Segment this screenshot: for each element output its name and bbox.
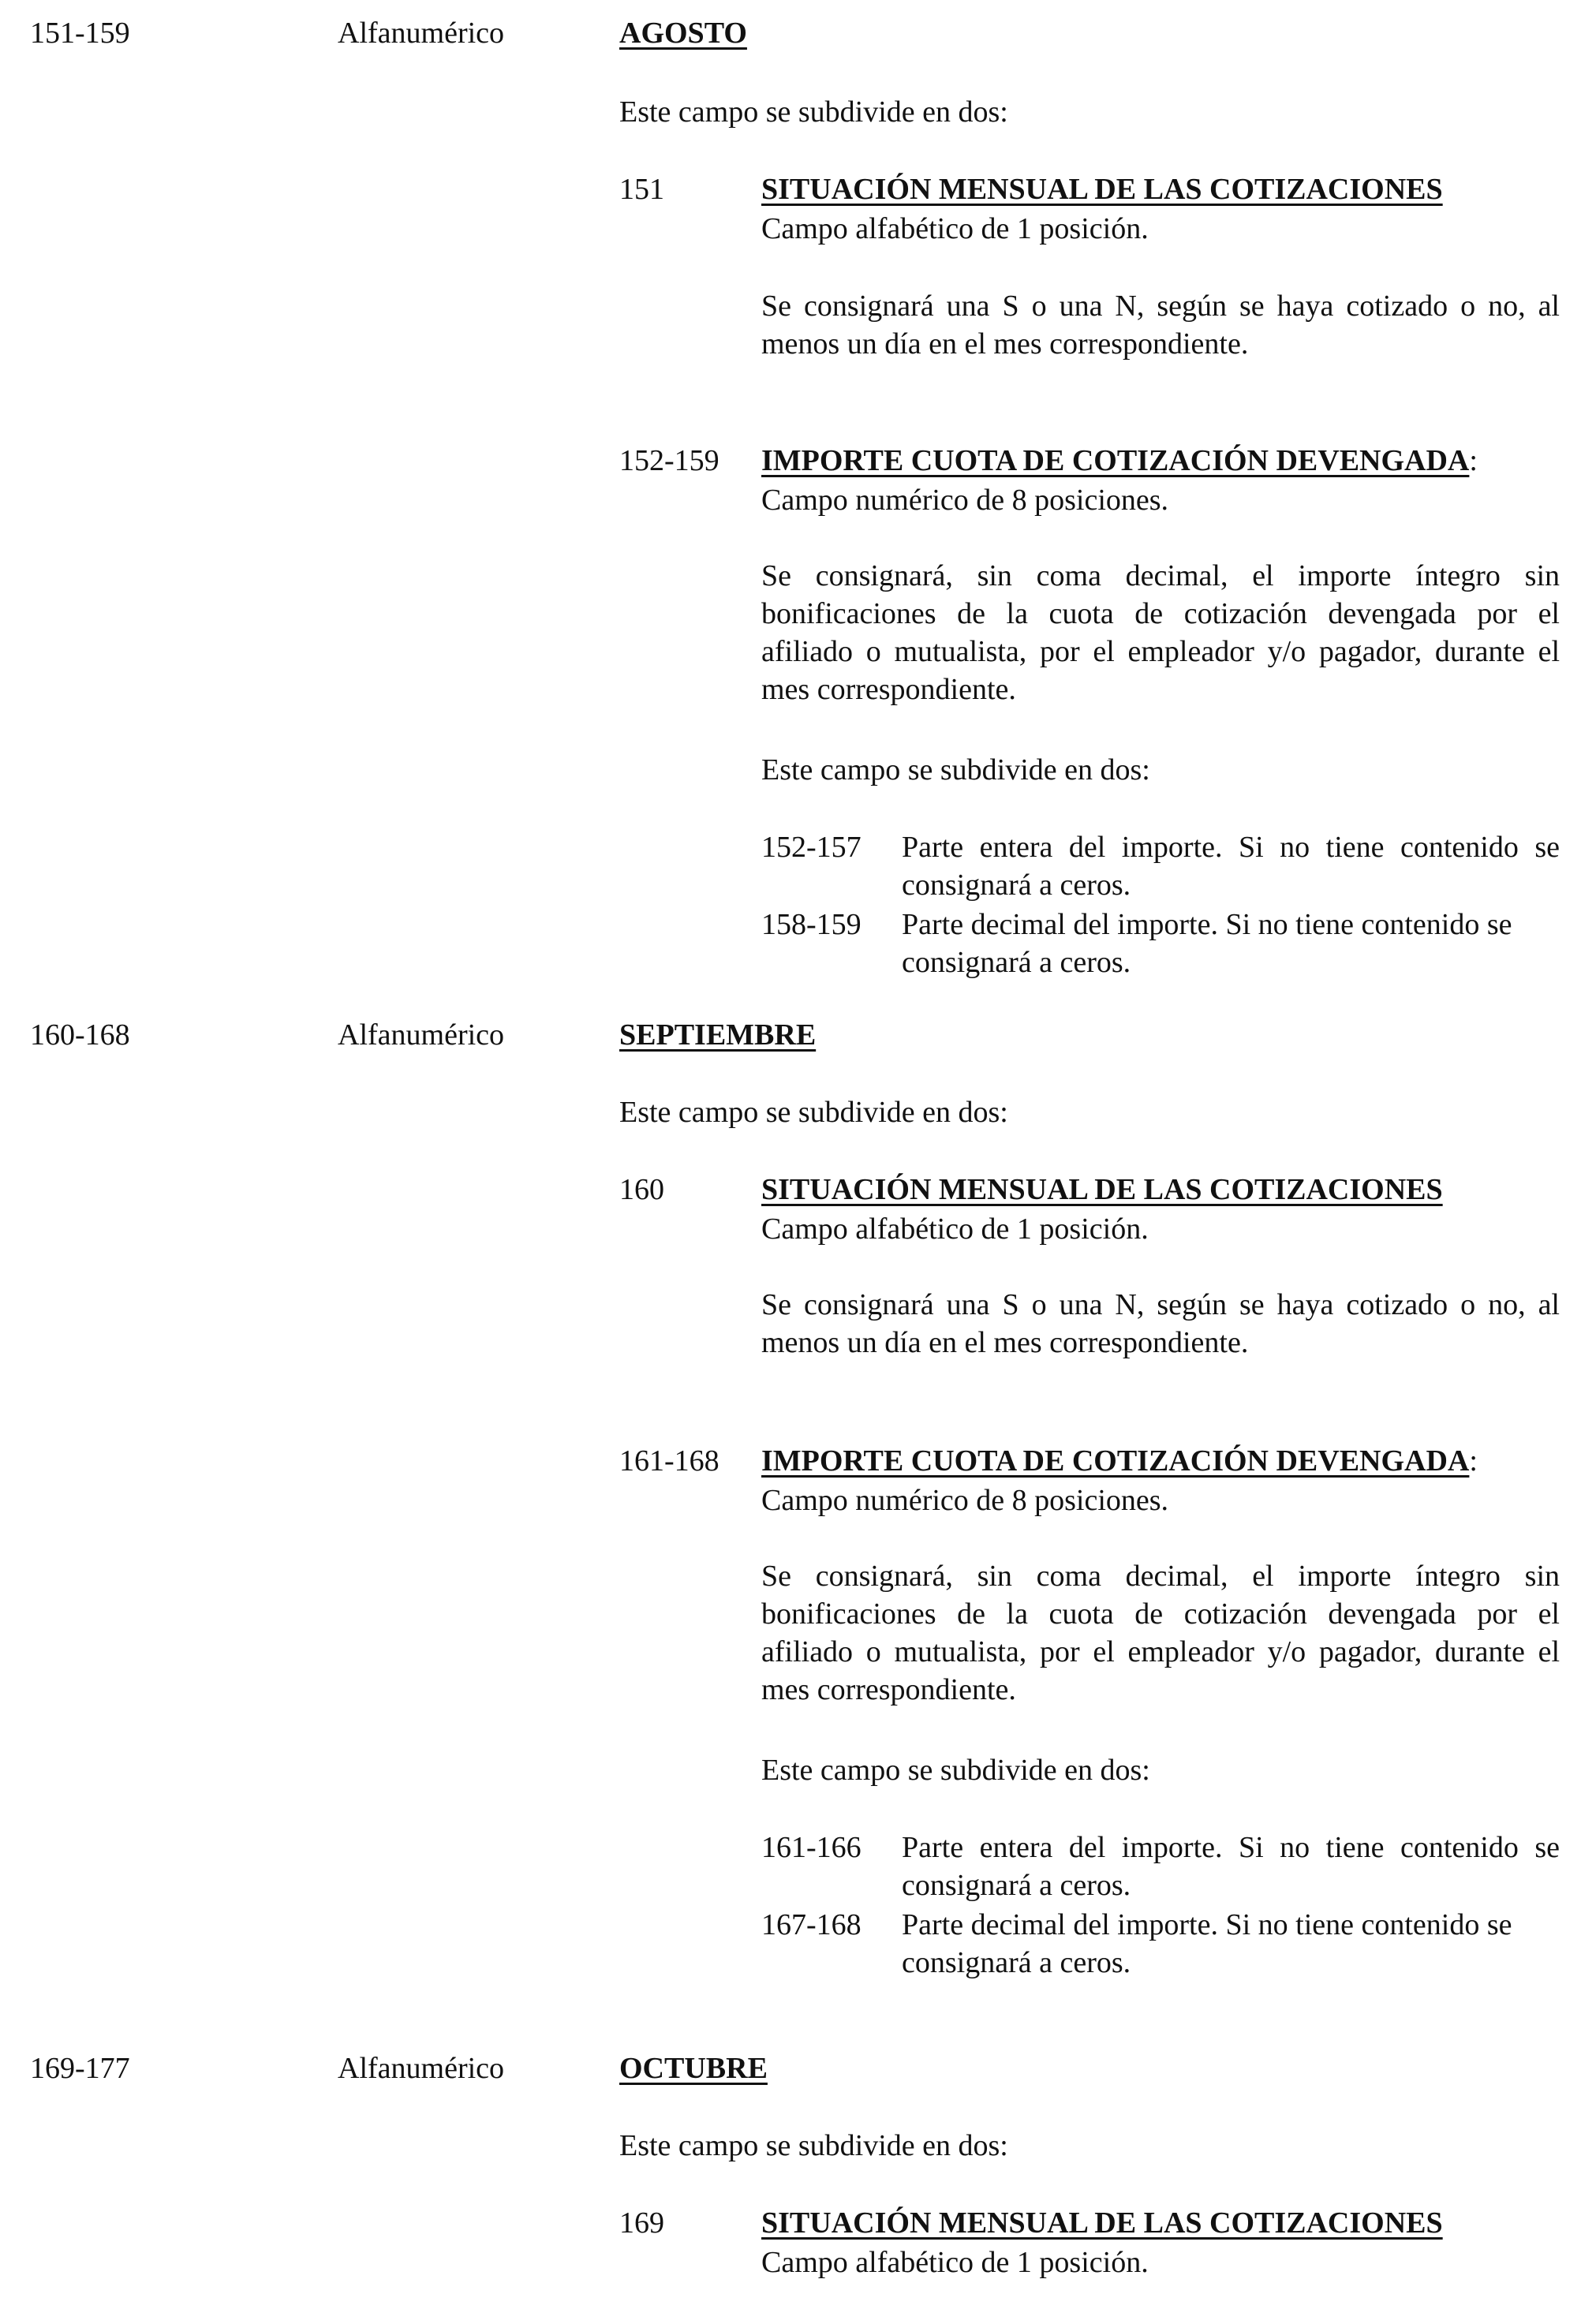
- part-position: 158-159: [761, 908, 862, 941]
- description-line: afiliado o mutualista, por el empleador y/o pagador, durante el: [761, 635, 1560, 668]
- part-line: Parte entera del importe. Si no tiene contenido se: [902, 831, 1560, 864]
- field-type: Alfanumérico: [338, 1018, 505, 1052]
- part-position: 167-168: [761, 1908, 862, 1941]
- field-format: Campo alfabético de 1 posición.: [761, 2246, 1149, 2279]
- part-line: Parte entera del importe. Si no tiene contenido se: [902, 1831, 1560, 1864]
- field-type: Alfanumérico: [338, 17, 505, 50]
- field-range: 169-177: [30, 2052, 130, 2085]
- importe-description: [761, 1557, 1560, 1709]
- situacion-title: SITUACIÓN MENSUAL DE LAS COTIZACIONES: [761, 2206, 1443, 2240]
- field-format: Campo numérico de 8 posiciones.: [761, 1484, 1169, 1517]
- situacion-description: [761, 1286, 1560, 1362]
- position-label: 161-168: [619, 1444, 720, 1478]
- description-line: Se consignará, sin coma decimal, el importe íntegro sin: [761, 1560, 1560, 1593]
- field-range: 151-159: [30, 17, 130, 50]
- part-line: consignará a ceros.: [902, 946, 1131, 979]
- subdivide-intro: Este campo se subdivide en dos:: [619, 1096, 1008, 1129]
- position-label: 152-159: [619, 444, 720, 477]
- position-label: 169: [619, 2206, 664, 2240]
- importe-title: IMPORTE CUOTA DE COTIZACIÓN DEVENGADA: [761, 444, 1470, 477]
- description-line: Se consignará, sin coma decimal, el importe íntegro sin: [761, 559, 1560, 592]
- importe-description: [761, 557, 1560, 708]
- subdivide-intro: Este campo se subdivide en dos:: [619, 95, 1008, 129]
- part-description: [902, 1829, 1560, 1904]
- part-line: Parte decimal del importe. Si no tiene contenido se: [902, 1908, 1512, 1941]
- situacion-title: SITUACIÓN MENSUAL DE LAS COTIZACIONES: [761, 1173, 1443, 1206]
- field-range: 160-168: [30, 1018, 130, 1052]
- position-label: 160: [619, 1173, 664, 1206]
- importe-heading: [761, 442, 1478, 480]
- description-line: bonificaciones de la cuota de cotización devengada por el: [761, 1597, 1560, 1631]
- subdivide-intro: Este campo se subdivide en dos:: [761, 753, 1150, 786]
- importe-heading: [761, 1442, 1478, 1480]
- situacion-description: [761, 287, 1560, 363]
- heading-colon: :: [1469, 444, 1478, 477]
- description-line: bonificaciones de la cuota de cotización devengada por el: [761, 597, 1560, 630]
- importe-title: IMPORTE CUOTA DE COTIZACIÓN DEVENGADA: [761, 1444, 1470, 1478]
- month-heading: AGOSTO: [619, 17, 747, 50]
- description-line: menos un día en el mes correspondiente.: [761, 327, 1249, 361]
- part-description: [902, 828, 1560, 904]
- field-format: Campo alfabético de 1 posición.: [761, 212, 1149, 245]
- part-position: 161-166: [761, 1831, 862, 1864]
- subdivide-intro: Este campo se subdivide en dos:: [619, 2129, 1008, 2162]
- heading-colon: :: [1469, 1444, 1478, 1478]
- position-label: 151: [619, 173, 664, 206]
- field-format: Campo numérico de 8 posiciones.: [761, 484, 1169, 517]
- description-line: menos un día en el mes correspondiente.: [761, 1326, 1249, 1359]
- description-line: Se consignará una S o una N, según se haya cotizado o no, al: [761, 290, 1560, 323]
- month-heading: OCTUBRE: [619, 2052, 768, 2085]
- part-line: consignará a ceros.: [902, 869, 1131, 902]
- description-line: mes correspondiente.: [761, 1673, 1016, 1706]
- part-description: [902, 906, 1560, 981]
- description-line: mes correspondiente.: [761, 673, 1016, 706]
- part-line: Parte decimal del importe. Si no tiene contenido se: [902, 908, 1512, 941]
- part-line: consignará a ceros.: [902, 1869, 1131, 1902]
- situacion-title: SITUACIÓN MENSUAL DE LAS COTIZACIONES: [761, 173, 1443, 206]
- field-type: Alfanumérico: [338, 2052, 505, 2085]
- subdivide-intro: Este campo se subdivide en dos:: [761, 1754, 1150, 1787]
- part-description: [902, 1906, 1560, 1982]
- field-format: Campo alfabético de 1 posición.: [761, 1212, 1149, 1246]
- part-position: 152-157: [761, 831, 862, 864]
- description-line: Se consignará una S o una N, según se haya cotizado o no, al: [761, 1288, 1560, 1321]
- part-line: consignará a ceros.: [902, 1946, 1131, 1979]
- month-heading: SEPTIEMBRE: [619, 1018, 817, 1052]
- description-line: afiliado o mutualista, por el empleador y/o pagador, durante el: [761, 1635, 1560, 1668]
